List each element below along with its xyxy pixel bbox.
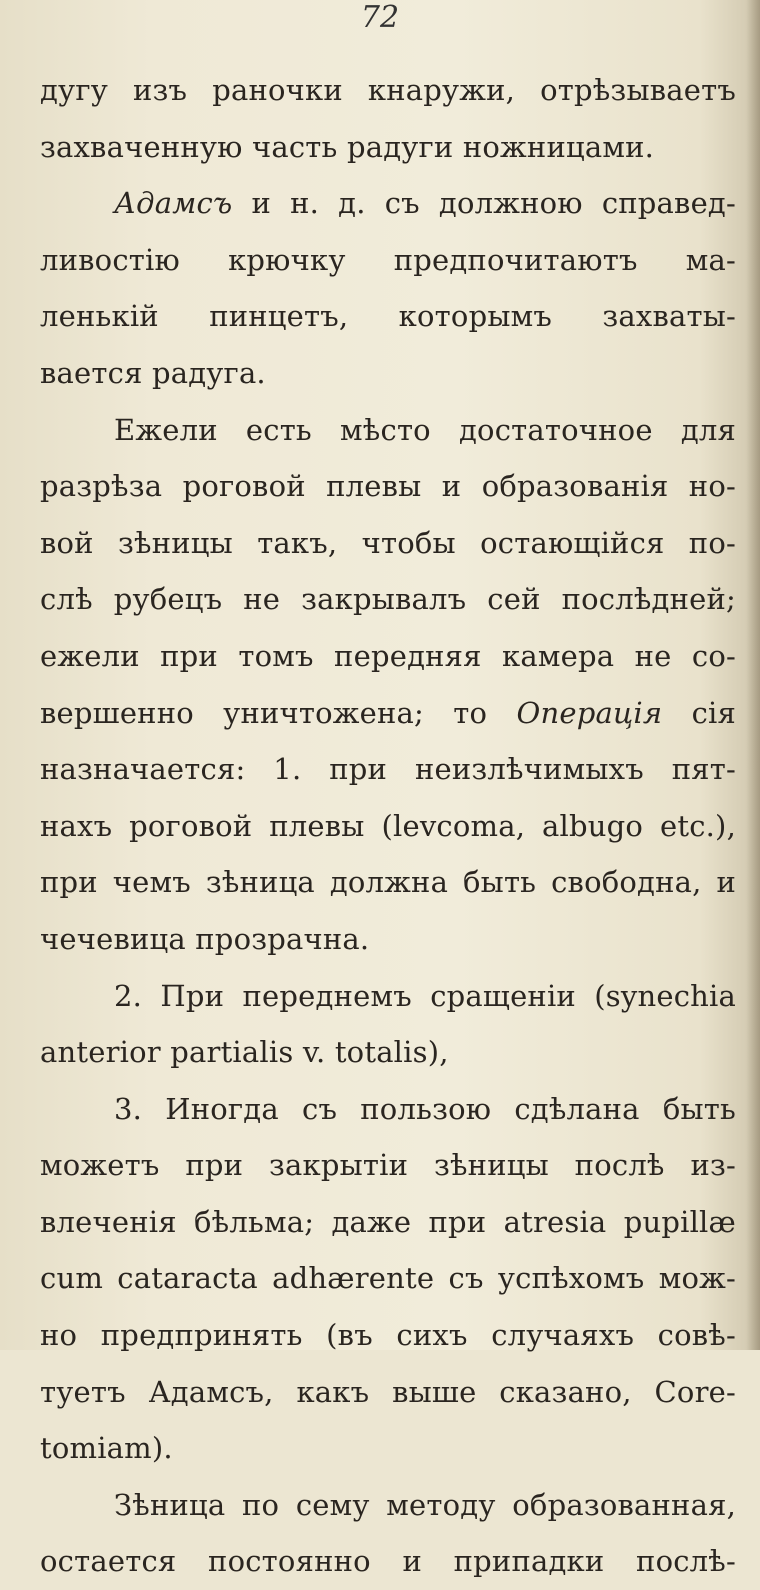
page-gutter-shadow (746, 0, 760, 1350)
text-line: назначается: 1. при неизлѣчимыхъ пят- (40, 752, 736, 787)
text-line: дугу изъ раночки кнаружи, отрѣзываетъ (40, 73, 736, 107)
text-line: вается радуга. (40, 355, 266, 390)
text-line: cum cataracta adhærente съ успѣхомъ мож- (40, 1261, 736, 1296)
text-line: tomiam). (40, 1431, 173, 1466)
text-line: Зѣница по сему методу образованная, (114, 1487, 736, 1522)
italic-name: Операція (516, 695, 663, 730)
text-line: нахъ роговой плевы (levcoma, albugo etc.), (40, 808, 736, 843)
text-line: Ежели есть мѣсто достаточное для (114, 412, 736, 447)
text-line: слѣ рубецъ не закрывалъ сей послѣдней; (40, 582, 736, 617)
text-line: ежели при томъ передняя камера не со- (40, 638, 736, 673)
text-line: чечевица прозрачна. (40, 921, 370, 956)
text-line: 2. При переднемъ сращеніи (synechia (114, 978, 736, 1013)
text-line: вой зѣницы такъ, чтобы остающійся по- (40, 525, 736, 560)
text-line: захваченную часть радуги ножницами. (40, 129, 655, 164)
text-line: разрѣза роговой плевы и образованія но- (40, 469, 736, 504)
text-line: влеченія бѣльма; даже при atresia pupillæ (40, 1204, 736, 1239)
text-line: можетъ при закрытіи зѣницы послѣ из- (40, 1148, 736, 1183)
text-line: ленькій пинцетъ, которымъ захваты- (40, 299, 736, 334)
text-line: anterior partialis v. totalis), (40, 1035, 449, 1070)
text-line: ливостію крючку предпочитаютъ ма- (40, 242, 736, 277)
text-line: но предпринять (въ сихъ случаяхъ совѣ- (40, 1318, 736, 1353)
italic-name: Адамсъ (114, 186, 233, 221)
text-segment: и н. д. съ должною справед- (232, 186, 736, 221)
page-number: 72 (360, 0, 400, 35)
text-line: при чемъ зѣница должна быть свободна, и (40, 865, 736, 900)
text-segment: сія (662, 695, 736, 730)
text-line: остается постоянно и припадки послѣ- (40, 1544, 736, 1579)
text-segment: вершенно уничтожена; то (40, 695, 517, 730)
text-line (40, 685, 736, 742)
body-text (40, 62, 736, 1590)
text-line: 3. Иногда съ пользою сдѣлана быть (114, 1091, 736, 1126)
text-line (40, 175, 736, 232)
text-line: туетъ Адамсъ, какъ выше сказано, Core- (40, 1374, 736, 1409)
